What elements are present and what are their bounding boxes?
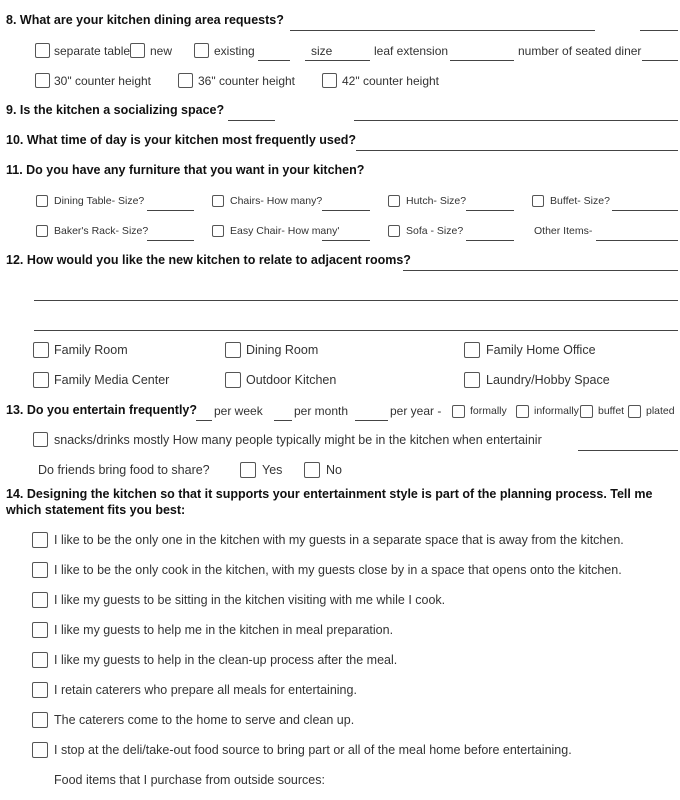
informally-label: informally — [534, 405, 579, 417]
leaf-extension-line[interactable] — [450, 60, 514, 61]
formally-checkbox[interactable] — [452, 405, 465, 418]
dining-room-checkbox[interactable] — [225, 342, 241, 358]
style-option-label: I retain caterers who prepare all meals for entertaining. — [54, 683, 357, 697]
outdoor-kitchen-label: Outdoor Kitchen — [246, 373, 337, 387]
hutch-line[interactable] — [466, 210, 514, 211]
counter-30-label: 30" counter height — [54, 74, 151, 88]
no-checkbox[interactable] — [304, 462, 320, 478]
per-year-label: per year - — [390, 404, 442, 418]
style-option-label: I like to be the only cook in the kitchen, with my guests close by in a space that opens onto the kitchen. — [54, 563, 622, 577]
style-option-checkbox[interactable] — [32, 682, 48, 698]
style-option-label: I like my guests to help in the clean-up process after the meal. — [54, 653, 398, 667]
new-label: new — [150, 44, 173, 58]
per-week-label: per week — [214, 404, 263, 418]
style-option-label: I like my guests to help me in the kitchen in meal preparation. — [54, 623, 394, 637]
bakers-rack-checkbox[interactable] — [36, 225, 48, 237]
existing-checkbox[interactable] — [194, 43, 209, 58]
style-option-label: I stop at the deli/take-out food source to bring part or all of the meal home before entertaining. — [54, 743, 572, 757]
yes-checkbox[interactable] — [240, 462, 256, 478]
plated-label: plated — [646, 405, 675, 417]
formally-label: formally — [470, 405, 507, 417]
dining-room-label: Dining Room — [246, 343, 319, 357]
family-room-checkbox[interactable] — [33, 342, 49, 358]
existing-line[interactable] — [258, 60, 290, 61]
q14-question-line1: 14. Designing the kitchen so that it supports your entertainment style is part of the planning process. Tell me — [6, 487, 653, 501]
q8-answer-line-2[interactable] — [640, 30, 678, 31]
bakers-rack-line[interactable] — [147, 240, 194, 241]
style-option-label: The caterers come to the home to serve and clean up. — [54, 713, 355, 727]
q12-answer-line-2[interactable] — [34, 300, 678, 301]
informally-checkbox[interactable] — [516, 405, 529, 418]
counter-36-checkbox[interactable] — [178, 73, 193, 88]
q9-question: 9. Is the kitchen a socializing space? — [6, 103, 225, 117]
per-month-label: per month — [294, 404, 349, 418]
counter-36-label: 36" counter height — [198, 74, 295, 88]
style-option-checkbox[interactable] — [32, 562, 48, 578]
chairs-line[interactable] — [322, 210, 370, 211]
dining-table-line[interactable] — [147, 210, 194, 211]
sofa-line[interactable] — [466, 240, 514, 241]
chairs-label: Chairs- How many? — [230, 195, 323, 207]
family-media-center-checkbox[interactable] — [33, 372, 49, 388]
easy-chair-label: Easy Chair- How many' — [230, 225, 340, 237]
easy-chair-checkbox[interactable] — [212, 225, 224, 237]
family-media-center-label: Family Media Center — [54, 373, 170, 387]
per-year-line[interactable] — [355, 420, 388, 421]
sofa-checkbox[interactable] — [388, 225, 400, 237]
style-option-label: I like to be the only one in the kitchen with my guests in a separate space that is away from the kitchen. — [54, 533, 624, 547]
separate-table-checkbox[interactable] — [35, 43, 50, 58]
buffet-style-checkbox[interactable] — [580, 405, 593, 418]
style-option-checkbox[interactable] — [32, 592, 48, 608]
hutch-label: Hutch- Size? — [406, 195, 467, 207]
hutch-checkbox[interactable] — [388, 195, 400, 207]
seated-diners-label: number of seated diner — [518, 44, 642, 58]
q9-answer-line-2[interactable] — [354, 120, 678, 121]
style-option-checkbox[interactable] — [32, 622, 48, 638]
laundry-hobby-checkbox[interactable] — [464, 372, 480, 388]
size-label: size — [311, 44, 333, 58]
plated-checkbox[interactable] — [628, 405, 641, 418]
buffet-style-label: buffet — [598, 405, 625, 417]
style-option-checkbox[interactable] — [32, 742, 48, 758]
seated-diners-line[interactable] — [642, 60, 678, 61]
snacks-drinks-label: snacks/drinks mostly How many people typically might be in the kitchen when entertainir — [54, 433, 542, 447]
q12-answer-line[interactable] — [403, 270, 678, 271]
per-week-line[interactable] — [196, 420, 212, 421]
dining-table-checkbox[interactable] — [36, 195, 48, 207]
buffet-checkbox[interactable] — [532, 195, 544, 207]
buffet-line[interactable] — [612, 210, 678, 211]
new-checkbox[interactable] — [130, 43, 145, 58]
chairs-checkbox[interactable] — [212, 195, 224, 207]
q11-question: 11. Do you have any furniture that you want in your kitchen? — [6, 163, 365, 177]
q8-answer-line[interactable] — [290, 30, 595, 31]
q12-answer-line-3[interactable] — [34, 330, 678, 331]
snacks-drinks-line[interactable] — [578, 450, 678, 451]
snacks-drinks-checkbox[interactable] — [33, 432, 48, 447]
q13-question: 13. Do you entertain frequently? — [6, 403, 198, 417]
existing-label: existing — [214, 44, 255, 58]
leaf-extension-label: leaf extension — [374, 44, 449, 58]
family-home-office-checkbox[interactable] — [464, 342, 480, 358]
counter-30-checkbox[interactable] — [35, 73, 50, 88]
size-line[interactable] — [305, 60, 370, 61]
q9-answer-line[interactable] — [228, 120, 275, 121]
style-option-label: I like my guests to be sitting in the kitchen visiting with me while I cook. — [54, 593, 446, 607]
q10-question: 10. What time of day is your kitchen most frequently used? — [6, 133, 357, 147]
other-items-line[interactable] — [596, 240, 678, 241]
no-label: No — [326, 463, 342, 477]
laundry-hobby-label: Laundry/Hobby Space — [486, 373, 610, 387]
style-option-checkbox[interactable] — [32, 712, 48, 728]
friends-food-label: Do friends bring food to share? — [38, 463, 210, 477]
counter-42-checkbox[interactable] — [322, 73, 337, 88]
q8-question: 8. What are your kitchen dining area requests? — [6, 13, 284, 27]
easy-chair-line[interactable] — [322, 240, 370, 241]
family-home-office-label: Family Home Office — [486, 343, 596, 357]
style-option-checkbox[interactable] — [32, 532, 48, 548]
other-items-label: Other Items- — [534, 225, 593, 237]
dining-table-label: Dining Table- Size? — [54, 195, 145, 207]
yes-label: Yes — [262, 463, 283, 477]
bakers-rack-label: Baker's Rack- Size? — [54, 225, 149, 237]
outdoor-kitchen-checkbox[interactable] — [225, 372, 241, 388]
counter-42-label: 42" counter height — [342, 74, 439, 88]
q10-answer-line[interactable] — [356, 150, 678, 151]
buffet-label: Buffet- Size? — [550, 195, 610, 207]
q12-question: 12. How would you like the new kitchen to relate to adjacent rooms? — [6, 253, 411, 267]
sofa-label: Sofa - Size? — [406, 225, 464, 237]
style-option-checkbox[interactable] — [32, 652, 48, 668]
family-room-label: Family Room — [54, 343, 128, 357]
per-month-line[interactable] — [274, 420, 292, 421]
food-items-label: Food items that I purchase from outside sources: — [54, 773, 325, 787]
separate-table-label: separate table — [54, 44, 131, 58]
q14-question-line2: which statement fits you best: — [6, 503, 186, 517]
